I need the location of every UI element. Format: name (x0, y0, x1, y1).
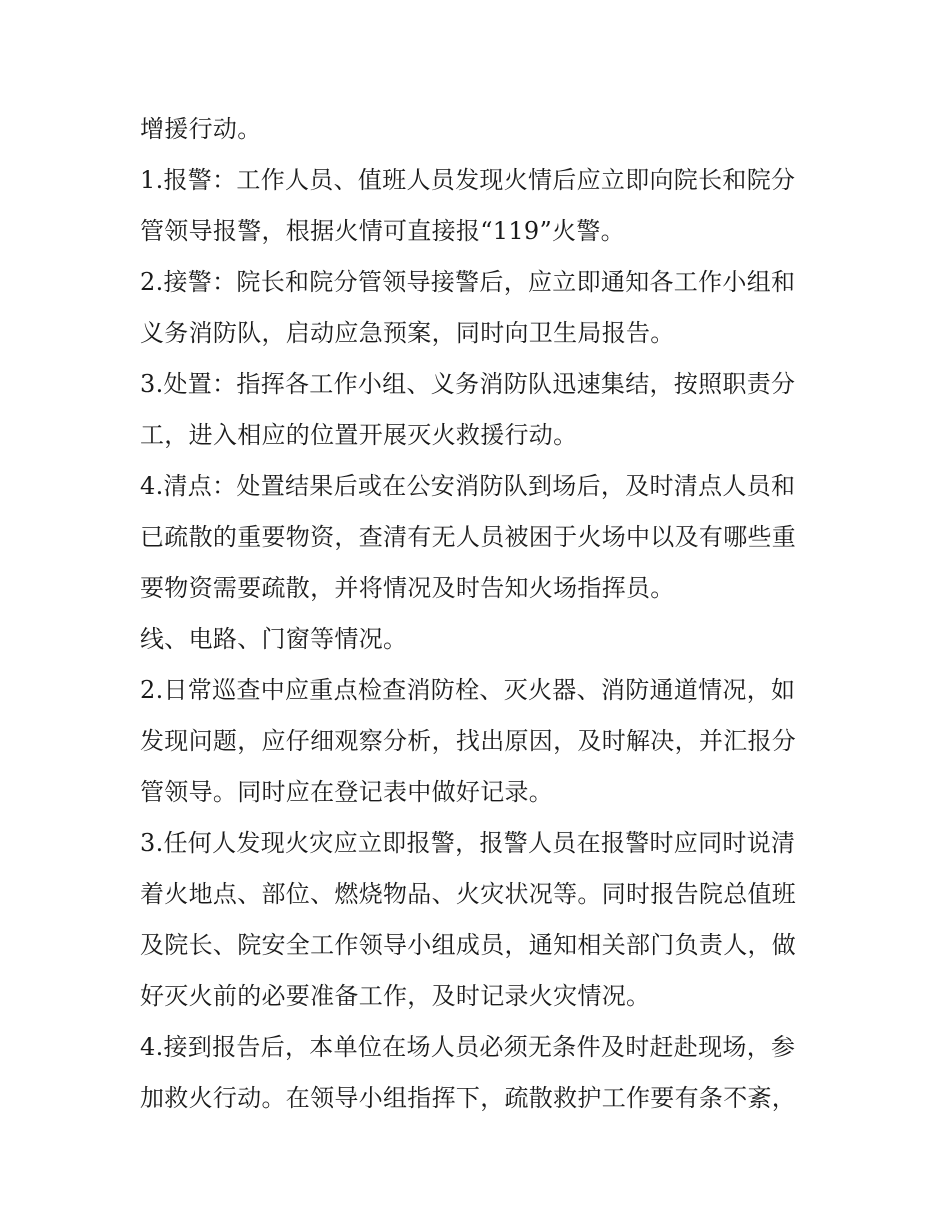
text-line: 管领导报警，根据火情可直接报“119”火警。 (140, 217, 625, 245)
text-line: 增援行动。 (140, 115, 262, 143)
text-line: 2.接警：院长和院分管领导接警后，应立即通知各工作小组和 (140, 268, 796, 296)
text-line: 要物资需要疏散，并将情况及时告知火场指挥员。 (140, 574, 675, 602)
text-line: 2.日常巡查中应重点检查消防栓、灭火器、消防通道情况，如 (140, 676, 796, 704)
text-line: 加救火行动。在领导小组指挥下，疏散救护工作要有条不紊， (140, 1084, 797, 1112)
text-line: 3.任何人发现火灾应立即报警，报警人员在报警时应同时说清 (140, 829, 796, 857)
text-line: 发现问题，应仔细观察分析，找出原因，及时解决，并汇报分 (140, 727, 797, 755)
text-line: 线、电路、门窗等情况。 (140, 625, 408, 653)
text-line: 好灭火前的必要准备工作，及时记录火灾情况。 (140, 982, 651, 1010)
text-line: 1.报警：工作人员、值班人员发现火情后应立即向院长和院分 (140, 166, 796, 194)
text-line: 着火地点、部位、燃烧物品、火灾状况等。同时报告院总值班 (140, 880, 797, 908)
text-line: 3.处置：指挥各工作小组、义务消防队迅速集结，按照职责分 (140, 370, 796, 398)
text-line: 4.接到报告后，本单位在场人员必须无条件及时赶赴现场，参 (140, 1033, 796, 1061)
document-body (140, 104, 820, 1124)
text-line: 管领导。同时应在登记表中做好记录。 (140, 778, 554, 806)
text-line: 工，进入相应的位置开展灭火救援行动。 (140, 421, 578, 449)
text-line: 及院长、院安全工作领导小组成员，通知相关部门负责人，做 (140, 931, 797, 959)
text-line: 已疏散的重要物资，查清有无人员被困于火场中以及有哪些重 (140, 523, 797, 551)
text-line: 义务消防队，启动应急预案，同时向卫生局报告。 (140, 319, 675, 347)
text-line: 4.清点：处置结果后或在公安消防队到场后，及时清点人员和 (140, 472, 796, 500)
